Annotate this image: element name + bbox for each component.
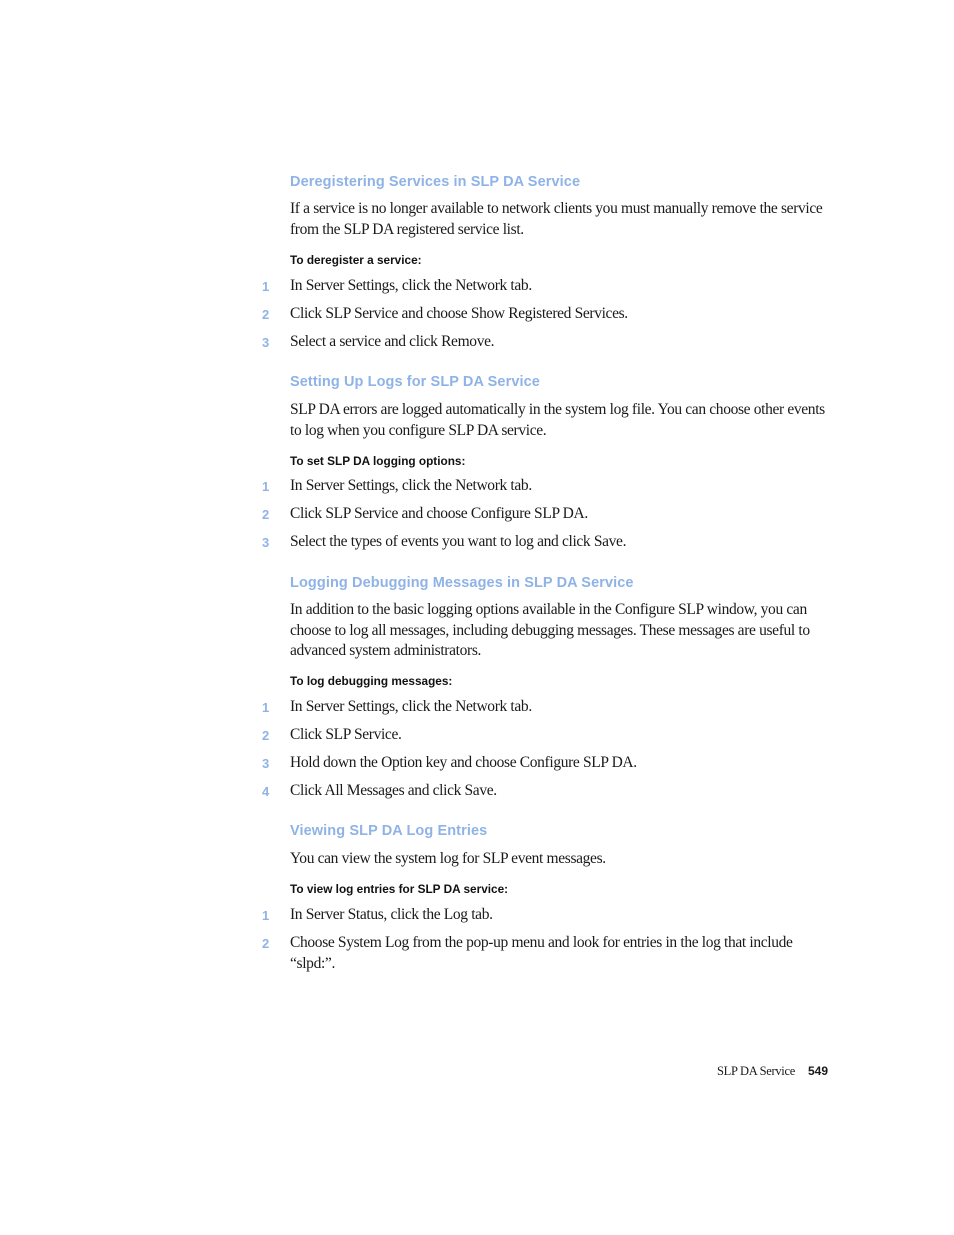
step-text: In Server Settings, click the Network tab. <box>290 277 532 294</box>
task-heading: To set SLP DA logging options: <box>290 454 466 468</box>
task-heading: To log debugging messages: <box>290 674 453 688</box>
step-text: Click SLP Service and choose Show Registered Services. <box>290 305 628 322</box>
footer-chapter: SLP DA Service <box>717 1064 795 1078</box>
step-number: 1 <box>262 908 269 923</box>
step-text: Choose System Log from the pop-up menu and look for entries in the log that include “slpd:”. <box>290 934 793 972</box>
step-number: 2 <box>262 728 269 743</box>
step-number: 3 <box>262 535 269 550</box>
section-heading: Setting Up Logs for SLP DA Service <box>290 374 540 390</box>
step-number: 3 <box>262 756 269 771</box>
step-number: 3 <box>262 335 269 350</box>
section-heading: Logging Debugging Messages in SLP DA Service <box>290 575 634 591</box>
page-number: 549 <box>808 1064 829 1078</box>
step-number: 2 <box>262 307 269 322</box>
step-number: 1 <box>262 279 269 294</box>
step-text: Click All Messages and click Save. <box>290 782 497 799</box>
step-number: 1 <box>262 700 269 715</box>
step-number: 1 <box>262 479 269 494</box>
section-heading: Viewing SLP DA Log Entries <box>290 823 488 839</box>
step-text: Click SLP Service and choose Configure SLP DA. <box>290 505 588 522</box>
section-body: In addition to the basic logging options available in the Configure SLP window, you can choose to log all messages, including debugging messages. These messages are useful to advanced system administrators. <box>290 601 810 659</box>
section-body: If a service is no longer available to network clients you must manually remove the service from the SLP DA registered service list. <box>290 200 823 238</box>
step-text: In Server Settings, click the Network tab. <box>290 698 532 715</box>
task-heading: To deregister a service: <box>290 253 422 267</box>
step-number: 2 <box>262 507 269 522</box>
section-body: You can view the system log for SLP event messages. <box>290 850 606 867</box>
step-number: 2 <box>262 936 269 951</box>
step-text: Select a service and click Remove. <box>290 333 495 350</box>
step-text: In Server Settings, click the Network tab. <box>290 477 532 494</box>
section-body: SLP DA errors are logged automatically in the system log file. You can choose other events to log when you configure SLP DA service. <box>290 401 825 439</box>
section-heading: Deregistering Services in SLP DA Service <box>290 174 581 190</box>
step-text: Select the types of events you want to log and click Save. <box>290 533 627 550</box>
step-text: In Server Status, click the Log tab. <box>290 906 493 923</box>
step-text: Hold down the Option key and choose Configure SLP DA. <box>290 754 637 771</box>
task-heading: To view log entries for SLP DA service: <box>290 882 509 896</box>
step-text: Click SLP Service. <box>290 726 402 743</box>
step-number: 4 <box>262 784 269 799</box>
